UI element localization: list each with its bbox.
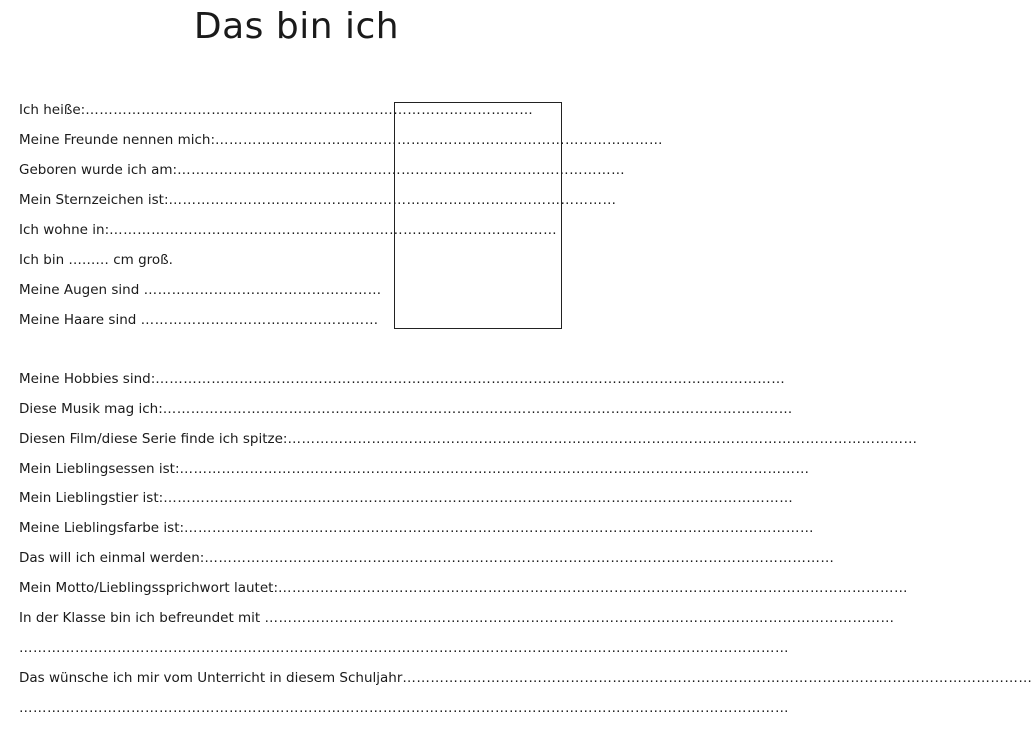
fill-line: ……………………………………………………………………………………………………………………… <box>155 371 786 387</box>
fill-line: …………………………………………… <box>143 282 382 298</box>
label-name: Ich heiße: <box>19 102 86 118</box>
fill-line: …………………………………………… <box>140 312 379 328</box>
row-hair[interactable] <box>19 311 379 329</box>
label-music: Diese Musik mag ich: <box>19 401 163 417</box>
fill-line: ……………………………………………………………………………………………………………………… <box>402 670 1032 686</box>
fill-line: …………………………………………………………………………………… <box>109 222 558 238</box>
fill-line: ……………………………………………………………………………………………………………………… <box>162 401 793 417</box>
row-zodiac[interactable] <box>19 191 617 209</box>
row-name[interactable] <box>19 101 534 119</box>
fill-line: ………………………………………………………………………………………………………………………………………………… <box>19 640 789 656</box>
row-wish-continued[interactable] <box>19 699 789 717</box>
fill-line: …………………………………………………………………………………… <box>168 192 617 208</box>
label-residence: Ich wohne in: <box>19 222 110 238</box>
row-motto[interactable] <box>19 579 908 597</box>
label-friends: In der Klasse bin ich befreundet mit <box>19 610 261 626</box>
row-nickname[interactable] <box>19 131 664 149</box>
row-hobbies[interactable] <box>19 370 786 388</box>
row-film[interactable] <box>19 430 918 448</box>
fill-line: ……………………………………………………………………………………………………………………… <box>278 580 908 596</box>
label-nickname: Meine Freunde nennen mich: <box>19 132 216 148</box>
row-food[interactable] <box>19 460 810 478</box>
row-music[interactable] <box>19 400 793 418</box>
fill-line: ………………………………………………………………………………………………………………………………………………… <box>19 700 789 716</box>
fill-line: ……………………………………………………………………………………………………………………… <box>179 461 810 477</box>
fill-line: ……………………………………………………………………………………………………………………… <box>204 550 835 566</box>
fill-line: ……………………………………………………………………………………………………………………… <box>163 490 794 506</box>
row-friends-continued[interactable] <box>19 639 789 657</box>
label-hobbies: Meine Hobbies sind: <box>19 371 156 387</box>
label-eyes: Meine Augen sind <box>19 282 140 298</box>
row-eyes[interactable] <box>19 281 382 299</box>
label-motto: Mein Motto/Lieblingssprichwort lautet: <box>19 580 278 596</box>
label-film: Diesen Film/diese Serie finde ich spitze: <box>19 431 288 447</box>
row-career[interactable] <box>19 549 835 567</box>
label-wish: Das wünsche ich mir vom Unterricht in diesem Schuljahr <box>19 670 403 686</box>
row-friends[interactable] <box>19 609 895 627</box>
label-animal: Mein Lieblingstier ist: <box>19 490 164 506</box>
row-height[interactable] <box>19 251 392 269</box>
label-height: Ich bin ……… cm groß. <box>19 252 173 268</box>
row-color[interactable] <box>19 519 815 537</box>
row-animal[interactable] <box>19 489 794 507</box>
fill-line: ……………………………………………………………………………………………………………………… <box>264 610 895 626</box>
label-food: Mein Lieblingsessen ist: <box>19 461 180 477</box>
label-birthdate: Geboren wurde ich am: <box>19 162 178 178</box>
page-title: Das bin ich <box>193 6 400 47</box>
label-zodiac: Mein Sternzeichen ist: <box>19 192 169 208</box>
fill-line: ……………………………………………………………………………………………………………………… <box>184 520 815 536</box>
fill-line: …………………………………………………………………………………… <box>177 162 626 178</box>
fill-line: …………………………………………………………………………………… <box>215 132 664 148</box>
label-career: Das will ich einmal werden: <box>19 550 205 566</box>
row-birthdate[interactable] <box>19 161 626 179</box>
label-color: Meine Lieblingsfarbe ist: <box>19 520 185 536</box>
fill-line: ……………………………………………………………………………………………………………………… <box>287 431 918 447</box>
label-hair: Meine Haare sind <box>19 312 137 328</box>
row-wish[interactable] <box>19 669 1032 687</box>
fill-line: …………………………………………………………………………………… <box>85 102 534 118</box>
row-residence[interactable] <box>19 221 558 239</box>
